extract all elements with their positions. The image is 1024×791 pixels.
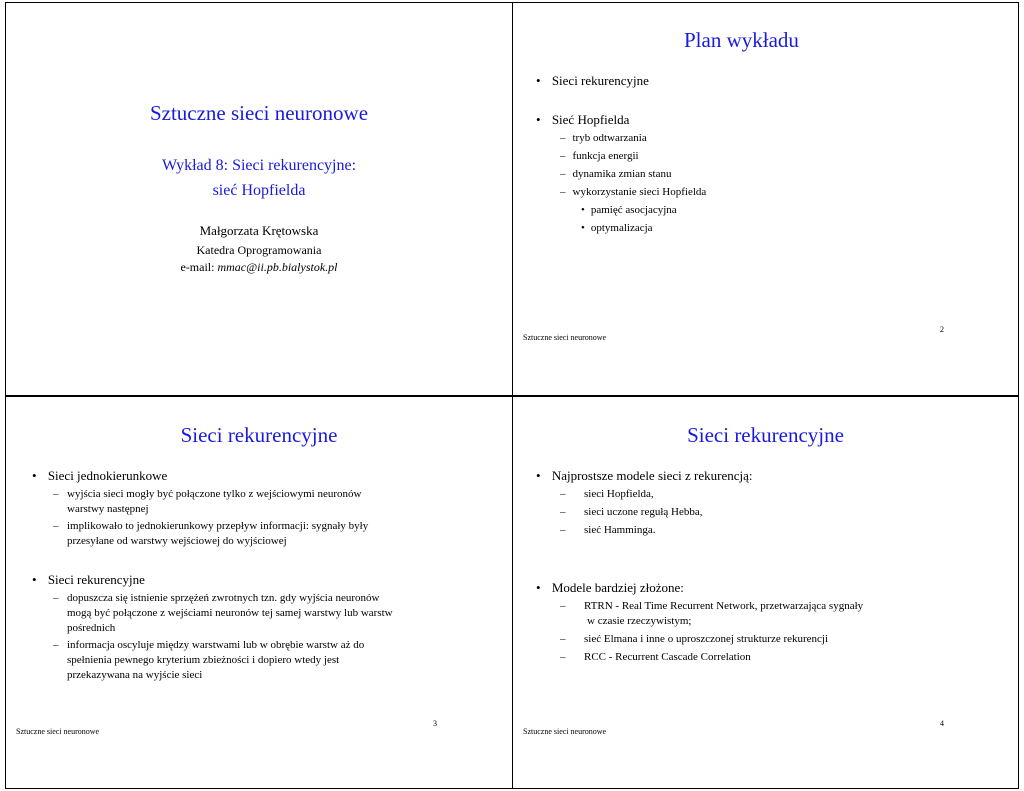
dash-icon: –: [560, 186, 566, 198]
dash-icon: –: [53, 488, 59, 500]
sub-item: [560, 150, 639, 162]
bullet-text: Sieci rekurencyjne: [47, 572, 145, 587]
bullet-dot-icon: •: [536, 468, 541, 483]
email-label: e-mail:: [180, 260, 218, 274]
dash-icon: –: [560, 524, 566, 536]
sub-sub-item-text: pamięć asocjacyjna: [590, 204, 677, 216]
sub-item: [560, 651, 751, 663]
bullet-item: [32, 468, 167, 484]
sub-item: [560, 506, 703, 518]
bullet-dot-icon: •: [536, 580, 541, 595]
dash-icon: –: [560, 488, 566, 500]
sub-item: [53, 488, 362, 515]
department: Katedra Oprogramowania: [196, 243, 322, 257]
page-number: 2: [940, 325, 944, 334]
bullet-item: [32, 572, 145, 588]
bullet-dot-icon: •: [536, 73, 541, 88]
sub-item: [560, 633, 829, 645]
dash-icon: –: [560, 132, 566, 144]
subtitle-line-2: sieć Hopfielda: [212, 182, 306, 199]
bullet-item: [536, 580, 684, 596]
slide-3: [5, 396, 513, 789]
bullet-item: [536, 468, 753, 484]
sub-item-text: sieci Hopfielda,: [584, 488, 654, 500]
sub-item: [53, 520, 369, 547]
sub-item-text: mogą być połączone z wejściami neuronów tej samej warstwy lub warstw: [67, 607, 393, 619]
sub-item-text: RTRN - Real Time Recurrent Network, przetwarzająca sygnały: [584, 600, 864, 612]
slide-2: [512, 2, 1019, 396]
slide-footer: Sztuczne sieci neuronowe: [523, 333, 607, 342]
sub-item: [560, 488, 654, 500]
bullet-text: Modele bardziej złożone:: [551, 580, 684, 595]
sub-item-text: sieci uczone regułą Hebba,: [584, 506, 703, 518]
sub-item-text: dopuszcza się istnienie sprzężeń zwrotnych tzn. gdy wyjścia neuronów: [67, 592, 380, 604]
sub-item-text: w czasie rzeczywistym;: [587, 615, 692, 627]
slide-title: Sieci rekurencyjne: [180, 423, 338, 447]
sub-item-text: wykorzystanie sieci Hopfielda: [572, 186, 707, 198]
dash-icon: –: [560, 651, 566, 663]
bullet-dot-icon: •: [32, 572, 37, 587]
dash-icon: –: [53, 520, 59, 532]
dash-icon: –: [560, 600, 566, 612]
sub-item-text: przekazywana na wyjście sieci: [67, 669, 203, 681]
slide-1: [5, 2, 513, 396]
author: Małgorzata Krętowska: [199, 223, 319, 238]
slide-footer: Sztuczne sieci neuronowe: [523, 727, 607, 736]
slide-title: Sztuczne sieci neuronowe: [149, 101, 369, 125]
sub-item-text: funkcja energii: [572, 150, 639, 162]
sub-item: [560, 524, 656, 536]
dash-icon: –: [560, 150, 566, 162]
dash-icon: –: [53, 592, 59, 604]
sub-item-text: informacja oscyluje między warstwami lub w obrębie warstw aż do: [67, 639, 365, 651]
page-number: 4: [940, 719, 944, 728]
sub-item-text: wyjścia sieci mogły być połączone tylko z wejściowymi neuronów: [67, 488, 362, 500]
sub-item-text: sieć Hamminga.: [584, 524, 656, 536]
bullet-text: Sieć Hopfielda: [551, 112, 630, 127]
bullet-item: [536, 73, 649, 89]
sub-item-text: sieć Elmana i inne o uproszczonej strukturze rekurencji: [584, 633, 829, 645]
bullet-dot-icon: •: [581, 204, 585, 216]
dash-icon: –: [53, 639, 59, 651]
bullet-dot-icon: •: [536, 112, 541, 127]
sub-item-text: spełnienia pewnego kryterium zbieżności i dopiero wtedy jest: [67, 654, 340, 666]
sub-item-text: pośrednich: [67, 622, 116, 634]
bullet-text: Sieci rekurencyjne: [551, 73, 649, 88]
sub-item-text: warstwy następnej: [67, 503, 149, 515]
sub-item: [560, 600, 864, 627]
email-line: [6, 260, 512, 275]
email-address: mmac@ii.pb.bialystok.pl: [217, 260, 338, 274]
bullet-dot-icon: •: [32, 468, 37, 483]
sub-item: [53, 592, 393, 634]
slide-footer: Sztuczne sieci neuronowe: [16, 727, 100, 736]
slide-4: [512, 396, 1019, 789]
sub-item-text: dynamika zmian stanu: [572, 168, 672, 180]
dash-icon: –: [560, 168, 566, 180]
sub-item-text: tryb odtwarzania: [572, 132, 647, 144]
sub-item-text: przesyłane od warstwy wejściowej do wyjściowej: [67, 535, 287, 547]
sub-sub-item: [581, 204, 677, 216]
sub-sub-item: [581, 222, 653, 234]
sub-sub-item-text: optymalizacja: [590, 222, 653, 234]
sub-item: [560, 132, 647, 144]
slide-title: Plan wykładu: [684, 28, 799, 52]
sub-item: [53, 639, 365, 681]
slide-title: Sieci rekurencyjne: [687, 423, 844, 447]
sub-item: [560, 186, 706, 198]
sub-item: [560, 168, 671, 180]
sub-item-text: implikowało to jednokierunkowy przepływ informacji: sygnały były: [67, 520, 369, 532]
bullet-text: Najprostsze modele sieci z rekurencją:: [551, 468, 753, 483]
dash-icon: –: [560, 506, 566, 518]
dash-icon: –: [560, 633, 566, 645]
bullet-item: [536, 112, 629, 128]
bullet-text: Sieci jednokierunkowe: [47, 468, 168, 483]
bullet-dot-icon: •: [581, 222, 585, 234]
page-number: 3: [433, 719, 437, 728]
subtitle-line-1: Wykład 8: Sieci rekurencyjne:: [161, 157, 357, 174]
sub-item-text: RCC - Recurrent Cascade Correlation: [584, 651, 751, 663]
